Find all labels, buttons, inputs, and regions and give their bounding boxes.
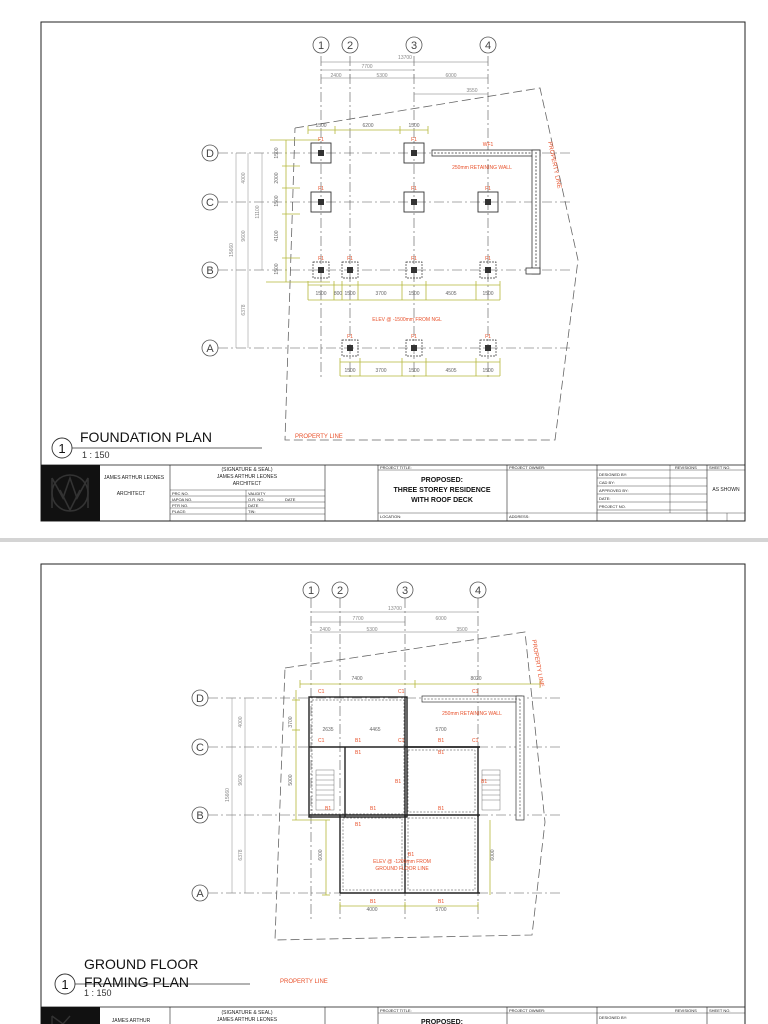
- drawing-number-2: 1: [61, 977, 69, 992]
- grid-label-row-a: A: [206, 343, 214, 355]
- dim-top-2a: 2400: [330, 73, 342, 79]
- svg-text:3700: 3700: [375, 291, 387, 297]
- dim-top-total: 13700: [398, 55, 412, 61]
- svg-text:1500: 1500: [344, 368, 356, 374]
- dim-top-2c: 6000: [445, 73, 457, 79]
- left-outer-dimensions: [236, 153, 262, 348]
- top-dimensions: [321, 62, 488, 94]
- row-a-dimension: [340, 358, 500, 376]
- tb-ptr-no: PTR NO.: [172, 503, 189, 508]
- dim-left-total: 15660: [229, 243, 235, 257]
- tb2-project-title-label: PROJECT TITLE:: [380, 1008, 412, 1013]
- dim-top-3: 3550: [466, 88, 478, 94]
- tb-address-label: ADDRESS:: [509, 514, 530, 519]
- dim-top-2b: 5300: [376, 73, 388, 79]
- dim2-top-2a: 2400: [319, 627, 331, 633]
- stairs-right-icon: [482, 770, 500, 810]
- elevation-note-2b: GROUND FLOOR LINE: [375, 866, 429, 872]
- drawing-number: 1: [58, 441, 66, 456]
- dim2-top-2c: 6000: [435, 616, 447, 622]
- tb-date-mid: DATE: [248, 503, 259, 508]
- tb-designed-by: DESIGNED BY:: [599, 472, 628, 477]
- dim2-left-total: 15660: [225, 788, 231, 802]
- svg-text:B1: B1: [481, 779, 488, 785]
- dim2-top-2b: 5300: [366, 627, 378, 633]
- label-f1-a2: F1: [347, 334, 353, 340]
- tb2-sig-heading: (SIGNATURE & SEAL): [221, 1010, 273, 1016]
- tb-project-title-label: PROJECT TITLE:: [380, 465, 412, 470]
- dim-left-d: 11100: [255, 205, 261, 219]
- svg-text:B1: B1: [355, 822, 362, 828]
- dim2-left-b: 9600: [238, 774, 244, 786]
- label-f1-c1: F1: [318, 186, 324, 192]
- retaining-wall-note: 250mm RETAINING WALL: [452, 165, 512, 171]
- tb2-owner-label: PROJECT OWNER:: [509, 1008, 546, 1013]
- tb2-architect-name: JAMES ARTHUR: [111, 1018, 151, 1024]
- property-line-label-bottom-2: PROPERTY LINE: [280, 979, 328, 985]
- svg-text:1500: 1500: [482, 368, 494, 374]
- label-f1-b4: F1: [485, 256, 491, 262]
- grid-bubbles-rows-2: [192, 690, 208, 901]
- tb-location-label: LOCATION:: [380, 514, 402, 519]
- grid-bubbles-columns-2: [303, 582, 486, 598]
- svg-text:1500: 1500: [408, 291, 420, 297]
- grid2-label-row-b: B: [196, 810, 204, 822]
- svg-text:B1: B1: [370, 806, 377, 812]
- framing-plan-drawing: [0, 542, 768, 1024]
- svg-text:4505: 4505: [445, 368, 457, 374]
- dim-left-inner-3: 4100: [274, 230, 280, 242]
- tb-sheet-no: SHEET NO.: [709, 465, 731, 470]
- tb-iapoa-no: IAPOA NO.: [172, 497, 193, 502]
- dim2-top-1: 7700: [352, 616, 364, 622]
- grid-label-row-d: D: [206, 148, 214, 160]
- grid-lines-vertical: [321, 56, 488, 380]
- dim2-left-inner-2: 5000: [288, 774, 294, 786]
- dim-left-inner-4: 1500: [274, 195, 280, 207]
- dim-left-b: 9600: [241, 230, 247, 242]
- elevation-note-2a: ELEV @ -1200mm FROM: [373, 859, 431, 865]
- architect-logo-2: [41, 1007, 100, 1024]
- dim2-top-3: 3500: [456, 627, 468, 633]
- dim2-right-inner: 6000: [490, 849, 496, 861]
- tb-project-no: PROJECT NO.: [599, 504, 626, 509]
- svg-text:B1: B1: [395, 779, 402, 785]
- svg-text:B1: B1: [438, 738, 445, 744]
- tb-approved-by: APPROVED BY:: [599, 488, 629, 493]
- dim2-left-inner-1: 3700: [288, 716, 294, 728]
- sheet-ground-floor-framing-plan: [0, 542, 768, 1024]
- dim2-left-c: 6378: [238, 849, 244, 861]
- tb2-designed-by: DESIGNED BY:: [599, 1015, 628, 1020]
- tb-prc-no: PRC NO.: [172, 491, 189, 496]
- dim-left-c: 6378: [241, 304, 247, 316]
- tb-cad-by: CAD BY:: [599, 480, 615, 485]
- top-dimensions-2: [311, 612, 478, 632]
- dim2-bottom-1: 4000: [366, 907, 378, 913]
- grid-label-col-2: 2: [346, 40, 354, 52]
- svg-text:C1: C1: [318, 689, 325, 695]
- label-f1-a4: F1: [485, 334, 491, 340]
- dim2-d-2: 8020: [470, 676, 482, 682]
- dim-left-inner-2: 2000: [274, 172, 280, 184]
- dim-left-a: 4000: [241, 172, 247, 184]
- tb-date: DATE:: [599, 496, 611, 501]
- property-line-boundary-2: [275, 632, 545, 940]
- label-f1-a3: F1: [411, 334, 417, 340]
- svg-text:C1: C1: [472, 738, 479, 744]
- svg-text:B1: B1: [438, 750, 445, 756]
- tb-sig-name: JAMES ARTHUR LEONES: [216, 474, 278, 480]
- drawing-title-2a: GROUND FLOOR: [84, 956, 199, 972]
- tb2-project-title-1: PROPOSED:: [420, 1019, 464, 1024]
- tb-sig-heading: (SIGNATURE & SEAL): [221, 467, 273, 473]
- grid-label-row-b: B: [206, 265, 214, 277]
- tb-place: PLACE:: [172, 509, 187, 514]
- svg-text:B1: B1: [355, 738, 362, 744]
- label-f1-b2: F1: [347, 256, 353, 262]
- tb-project-title-3: WITH ROOF DECK: [411, 497, 473, 504]
- drawing-scale: 1 : 150: [82, 450, 110, 460]
- elevation-note: ELEV @ -1500mm FROM NGL: [372, 317, 442, 323]
- dim2-c-3: 5700: [435, 727, 447, 733]
- svg-text:1500: 1500: [315, 291, 327, 297]
- grid2-label-col-1: 1: [307, 585, 315, 597]
- dim-d-1: 1500: [315, 123, 327, 129]
- property-line-label-top-2: PROPERTY LINE: [530, 639, 545, 688]
- drawing-title: FOUNDATION PLAN: [80, 429, 212, 445]
- svg-text:C1: C1: [318, 738, 325, 744]
- dim2-c-2: 4465: [369, 727, 381, 733]
- tb-date-field: DATE: [285, 497, 296, 502]
- tb2-sheet-no: SHEET NO.: [709, 1008, 731, 1013]
- dim2-bottom-2: 5700: [435, 907, 447, 913]
- grid-label-col-3: 3: [410, 40, 418, 52]
- svg-text:1500: 1500: [408, 368, 420, 374]
- tb-project-title-2: THREE STOREY RESIDENCE: [393, 487, 491, 494]
- dim-d-2: 6200: [362, 123, 374, 129]
- tb2-revisions: REVISIONS: [675, 1008, 697, 1013]
- tb-or-no: O.R. NO.: [248, 497, 265, 502]
- svg-text:B1: B1: [325, 806, 332, 812]
- svg-text:B1: B1: [438, 806, 445, 812]
- svg-text:3700: 3700: [375, 368, 387, 374]
- label-f1-d3: F1: [411, 137, 417, 143]
- label-f1-b1: F1: [318, 256, 324, 262]
- framing-labels: [318, 689, 487, 905]
- dim2-d-1: 7400: [351, 676, 363, 682]
- grid2-label-row-a: A: [196, 888, 204, 900]
- svg-text:4505: 4505: [445, 291, 457, 297]
- grid-bubbles-rows: [202, 145, 218, 356]
- grid-bubbles-columns: [313, 37, 496, 53]
- tb-owner-label: PROJECT OWNER:: [509, 465, 546, 470]
- bottom-dimension-2: [340, 902, 478, 910]
- svg-text:B1: B1: [438, 899, 445, 905]
- tb2-sig-name: JAMES ARTHUR LEONES: [216, 1017, 278, 1023]
- label-f1-d1: F1: [318, 137, 324, 143]
- svg-text:C1: C1: [472, 689, 479, 695]
- tb-project-title-1: PROPOSED:: [420, 477, 464, 484]
- svg-text:C1: C1: [398, 738, 405, 744]
- dim2-top-total: 13700: [388, 606, 402, 612]
- tb-revisions: REVISIONS: [675, 465, 697, 470]
- drawing-title-2b: FRAMING PLAN: [84, 974, 190, 990]
- dim-left-inner-1: 1500: [274, 147, 280, 159]
- label-wf1: WF1: [482, 142, 494, 148]
- footings: [311, 143, 498, 356]
- dim2-left-a: 4000: [238, 716, 244, 728]
- architect-logo: [41, 465, 100, 521]
- grid-label-row-c: C: [206, 197, 214, 209]
- tb-validity: VALIDITY: [248, 491, 266, 496]
- dim-d-3: 1500: [408, 123, 420, 129]
- svg-text:B1: B1: [370, 899, 377, 905]
- sheet-border: [41, 22, 745, 521]
- row-a-dim-text: [344, 368, 493, 374]
- row-d-dimension-2: [300, 680, 540, 688]
- tb-architect-role: ARCHITECT: [116, 491, 146, 497]
- svg-text:1500: 1500: [482, 291, 494, 297]
- sheet2-border: [41, 564, 745, 1024]
- property-line-label-top: PROPERTY LINE: [546, 141, 562, 190]
- tb-architect-name: JAMES ARTHUR LEONES: [103, 475, 165, 481]
- dim2-left-inner-3: 6000: [318, 849, 324, 861]
- retaining-wall-note-2: 250mm RETAINING WALL: [442, 711, 502, 717]
- svg-text:1500: 1500: [344, 291, 356, 297]
- label-f1-c4: F1: [485, 186, 491, 192]
- svg-text:C1: C1: [398, 689, 405, 695]
- grid-label-col-4: 4: [484, 40, 492, 52]
- dim-left-inner-5: 1500: [274, 263, 280, 275]
- grid2-label-row-c: C: [196, 742, 204, 754]
- svg-text:B1: B1: [355, 750, 362, 756]
- tb-scale: AS SHOWN: [712, 487, 740, 493]
- label-f1-b3: F1: [411, 256, 417, 262]
- grid2-label-col-2: 2: [336, 585, 344, 597]
- dim-top-1: 7700: [361, 64, 373, 70]
- drawing-scale-2: 1 : 150: [84, 988, 112, 998]
- dim2-c-1: 2635: [322, 727, 334, 733]
- tb-sig-role: ARCHITECT: [232, 481, 262, 487]
- svg-text:B1: B1: [408, 852, 415, 858]
- property-line-label-bottom: PROPERTY LINE: [295, 434, 343, 440]
- grid-label-col-1: 1: [317, 40, 325, 52]
- stairs-left-icon: [316, 770, 334, 810]
- label-f1-c3: F1: [411, 186, 417, 192]
- grid2-label-row-d: D: [196, 693, 204, 705]
- svg-text:800: 800: [333, 291, 343, 297]
- grid2-label-col-3: 3: [401, 585, 409, 597]
- tb-tin: TIN:: [248, 509, 256, 514]
- grid2-label-col-4: 4: [474, 585, 482, 597]
